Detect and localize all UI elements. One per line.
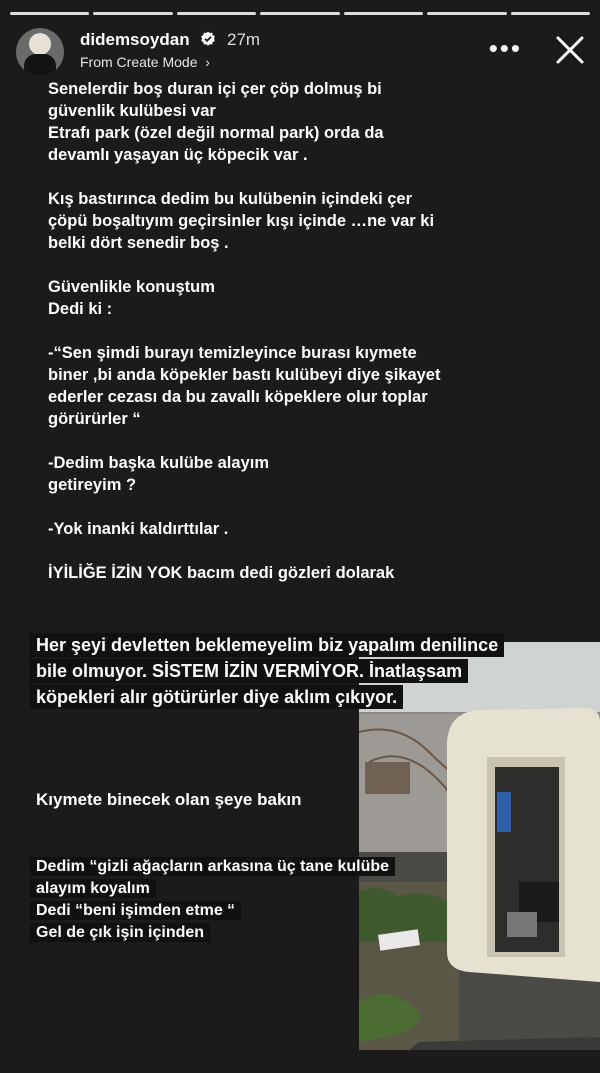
story-line: çöpü boşaltıyım geçirsinler kışı içinde …ne var ki bbox=[48, 212, 435, 230]
story-header bbox=[16, 28, 586, 76]
story-line: ederler cezası da bu zavallı köpeklere olur toplar bbox=[48, 388, 428, 406]
story-line: Senelerdir boş duran içi çer çöp dolmuş bi bbox=[48, 80, 382, 98]
story-line: -“Sen şimdi burayı temizleyince burası kıymete bbox=[48, 344, 417, 362]
story-line: belki dört senedir boş . bbox=[48, 234, 229, 252]
progress-segment bbox=[93, 12, 172, 15]
post-time: 27m bbox=[227, 30, 261, 49]
highlight-text-box bbox=[30, 632, 525, 710]
photo-caption: Kıymete binecek olan şeye bakın bbox=[36, 790, 302, 809]
story-line: görürürler “ bbox=[48, 410, 141, 428]
story-paragraph bbox=[48, 188, 518, 254]
story-paragraph bbox=[48, 342, 518, 430]
progress-segment bbox=[511, 12, 590, 15]
story-line: Kış bastırınca dedim bu kulübenin içindeki çer bbox=[48, 190, 413, 208]
avatar-torso bbox=[24, 54, 56, 76]
story-line: İYİLİĞE İZİN YOK bacım dedi gözleri dolarak bbox=[48, 564, 395, 582]
story-line: Dedi ki : bbox=[48, 300, 113, 318]
story-line: devamlı yaşayan üç köpecik var . bbox=[48, 146, 308, 164]
more-options-icon[interactable]: ••• bbox=[488, 33, 522, 63]
progress-segment bbox=[260, 12, 339, 15]
create-mode-label: From Create Mode bbox=[80, 54, 198, 70]
story-paragraph bbox=[48, 78, 518, 166]
story-line: Etrafı park (özel değil normal park) orda da bbox=[48, 124, 384, 142]
progress-segment bbox=[344, 12, 423, 15]
avatar[interactable] bbox=[16, 28, 64, 76]
verified-badge-icon bbox=[200, 31, 216, 47]
avatar-hair bbox=[29, 33, 51, 55]
highlight-text: Her şeyi devletten beklemeyelim biz yapalım denilince bile olmuyor. SİSTEM İZİN VERMİYOR. İnatlaşsam köpekleri alır götürürler diye aklım çıkıyor. bbox=[30, 633, 504, 709]
dialogue-line: Gel de çık işin içinden bbox=[30, 923, 210, 942]
dialogue-line: Dedim “gizli ağaçların arkasına üç tane kulübe bbox=[30, 857, 395, 876]
story-line: Güvenlikle konuştum bbox=[48, 278, 215, 296]
dialogue-line: alayım koyalım bbox=[30, 879, 156, 898]
story-paragraph bbox=[48, 562, 518, 584]
story-line: güvenlik kulübesi var bbox=[48, 102, 216, 120]
story-progress-bar bbox=[10, 12, 590, 15]
dialogue-line: Dedi “beni işimden etme “ bbox=[30, 901, 241, 920]
story-paragraph bbox=[48, 276, 518, 320]
chevron-right-icon: › bbox=[201, 54, 210, 70]
story-line: biner ,bi anda köpekler bastı kulübeyi diye şikayet bbox=[48, 366, 441, 384]
story-line: -Dedim başka kulübe alayım bbox=[48, 454, 270, 472]
story-text bbox=[48, 78, 518, 606]
username[interactable]: didemsoydan bbox=[80, 30, 190, 49]
create-mode-link[interactable] bbox=[80, 54, 210, 70]
story-paragraph bbox=[48, 518, 518, 540]
progress-segment bbox=[10, 12, 89, 15]
story-line: getireyim ? bbox=[48, 476, 137, 494]
progress-segment bbox=[177, 12, 256, 15]
close-icon[interactable] bbox=[554, 34, 586, 66]
story-paragraph bbox=[48, 452, 518, 496]
progress-segment bbox=[427, 12, 506, 15]
story-line: -Yok inanki kaldırttılar . bbox=[48, 520, 229, 538]
dialogue-text-box bbox=[30, 856, 445, 944]
